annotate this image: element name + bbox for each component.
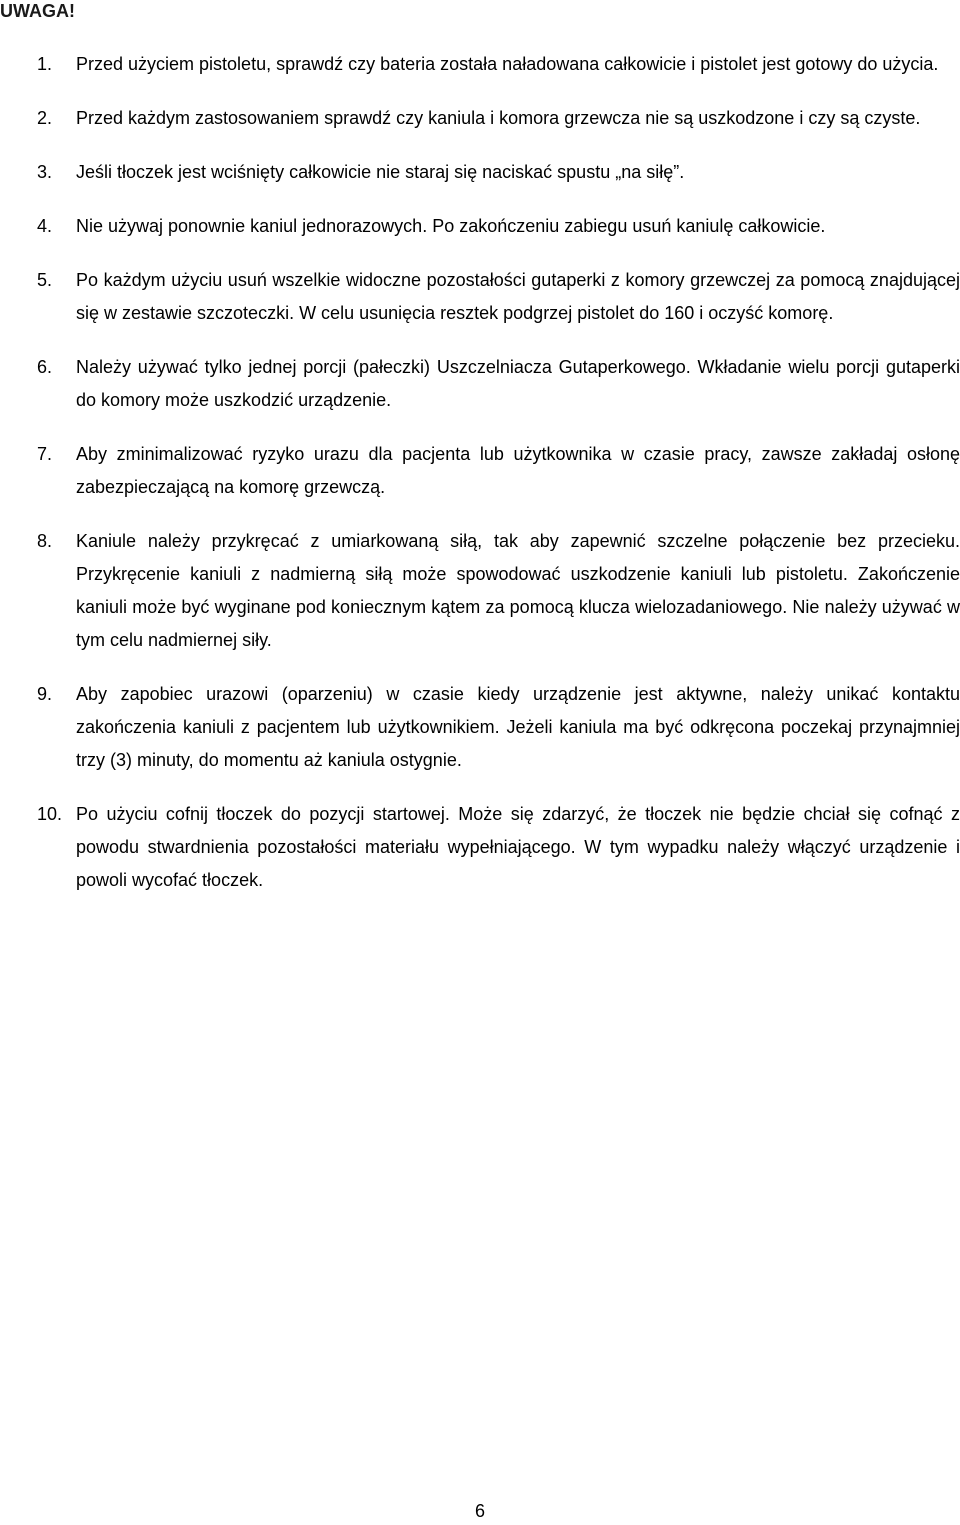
list-item-number: 6. — [37, 357, 53, 377]
list-item-number: 10. — [37, 804, 63, 824]
list-item-number: 2. — [37, 108, 53, 128]
list-item — [0, 102, 960, 135]
list-item-number: 8. — [37, 531, 53, 551]
list-item-text: Nie używaj ponownie kaniul jednorazowych. Po zakończeniu zabiegu usuń kaniulę całkowicie. — [76, 216, 826, 236]
list-item-number: 5. — [37, 270, 53, 290]
list-item-text: Przed użyciem pistoletu, sprawdź czy bateria została naładowana całkowicie i pistolet jest gotowy do użycia. — [76, 54, 939, 74]
list-item-number: 4. — [37, 216, 53, 236]
list-item-number: 9. — [37, 684, 53, 704]
list-item-text: Jeśli tłoczek jest wciśnięty całkowicie nie staraj się naciskać spustu „na siłę”. — [76, 162, 685, 182]
list-item-text: Po każdym użyciu usuń wszelkie widoczne pozostałości gutaperki z komory grzewczej za pomocą znajdującej się w zestawie szczoteczki. W celu usunięcia resztek podgrzej pistolet do 160 i oczyść komorę. — [76, 270, 960, 323]
warning-heading: UWAGA! — [0, 1, 75, 21]
list-item-number: 3. — [37, 162, 53, 182]
list-item — [0, 210, 960, 243]
list-item-text: Przed każdym zastosowaniem sprawdź czy kaniula i komora grzewcza nie są uszkodzone i czy są czyste. — [76, 108, 921, 128]
list-item — [0, 48, 960, 81]
list-item-text: Aby zapobiec urazowi (oparzeniu) w czasie kiedy urządzenie jest aktywne, należy unikać kontaktu zakończenia kaniuli z pacjentem lub użytkownikiem. Jeżeli kaniula ma być odkręcona poczekaj przynajmniej trzy (3) minuty, do momentu aż kaniula ostygnie. — [76, 684, 960, 770]
list-item — [0, 351, 960, 417]
list-item-text: Aby zminimalizować ryzyko urazu dla pacjenta lub użytkownika w czasie pracy, zawsze zakładaj osłonę zabezpieczającą na komorę grzewczą. — [76, 444, 960, 497]
warning-list — [0, 48, 960, 918]
list-item-text: Kaniule należy przykręcać z umiarkowaną siłą, tak aby zapewnić szczelne połączenie bez przecieku. Przykręcenie kaniuli z nadmierną siłą może spowodować uszkodzenie kaniuli lub pistoletu. Zakończenie kaniuli może być wyginane pod koniecznym kątem za pomocą klucza wielozadaniowego. Nie należy używać w tym celu nadmiernej siły. — [76, 531, 960, 650]
list-item-text: Po użyciu cofnij tłoczek do pozycji startowej. Może się zdarzyć, że tłoczek nie będzie chciał się cofnąć z powodu stwardnienia pozostałości materiału wypełniającego. W tym wypadku należy włączyć urządzenie i powoli wycofać tłoczek. — [76, 804, 960, 890]
list-item — [0, 798, 960, 897]
list-item-text: Należy używać tylko jednej porcji (pałeczki) Uszczelniacza Gutaperkowego. Wkładanie wielu porcji gutaperki do komory może uszkodzić urządzenie. — [76, 357, 960, 410]
list-item-number: 1. — [37, 54, 53, 74]
list-item — [0, 156, 960, 189]
list-item — [0, 438, 960, 504]
page-number: 6 — [474, 1501, 485, 1521]
list-item-number: 7. — [37, 444, 53, 464]
list-item — [0, 264, 960, 330]
list-item — [0, 678, 960, 777]
list-item — [0, 525, 960, 657]
